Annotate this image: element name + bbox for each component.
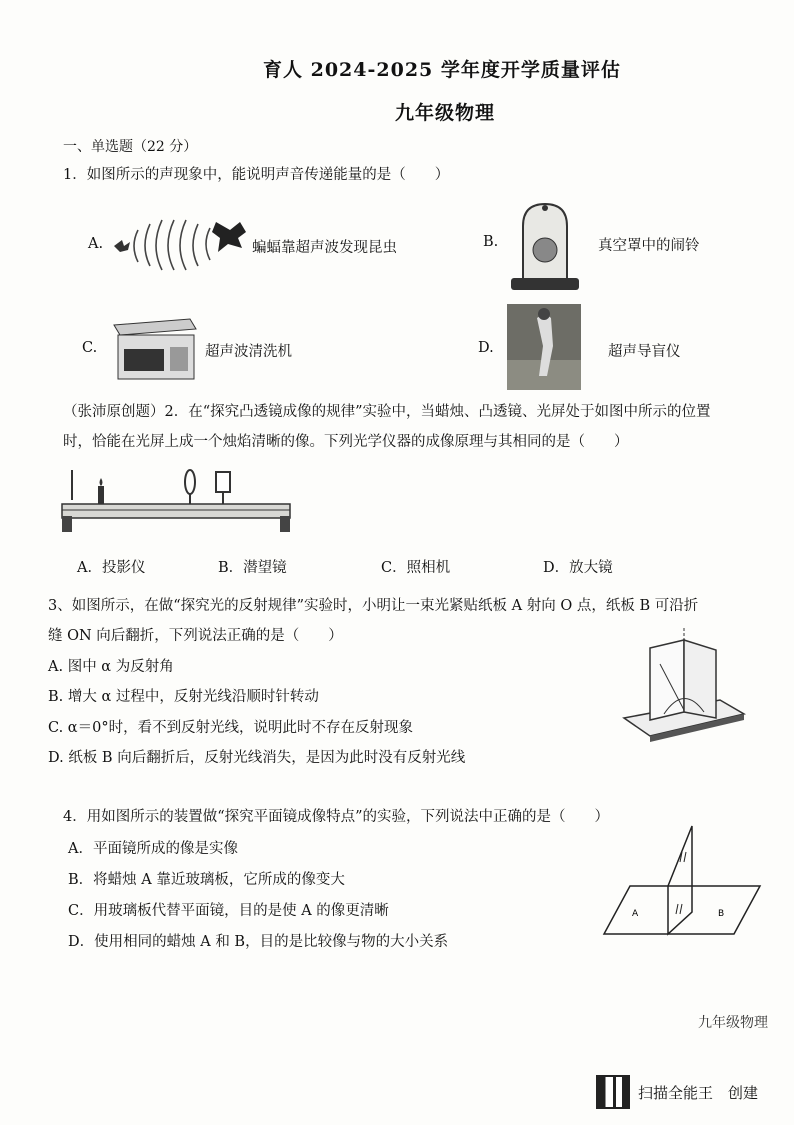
q3-option-d: D. 纸板 B 向后翻折后，反射光线消失，是因为此时没有反射光线 [48,750,466,766]
q1-option-d-letter: D. [478,340,494,356]
q3-option-c: C. α＝0°时，看不到反射光线，说明此时不存在反射现象 [48,720,414,736]
q1-option-b-caption: 真空罩中的闹铃 [598,238,700,254]
q3-option-b: B. 增大 α 过程中，反射光线沿顺时针转动 [48,689,319,705]
page-subtitle: 九年级物理 [395,102,496,124]
figure-label-b: B [718,909,725,919]
q3-option-a: A. 图中 α 为反射角 [48,659,174,675]
q4-option-a: A．平面镜所成的像是实像 [68,841,238,857]
reflection-experiment-figure [620,624,748,752]
q2-stem-line2: 时，恰能在光屏上成一个烛焰清晰的像。下列光学仪器的成像原理与其相同的是（ ） [63,434,629,450]
q2-option-b: B．潜望镜 [218,560,287,576]
q4-option-d: D．使用相同的蜡烛 A 和 B，目的是比较像与物的大小关系 [68,934,449,950]
q2-stem-line1: （张沛原创题）2．在“探究凸透镜成像的规律”实验中，当蜡烛、凸透镜、光屏处于如图中所示的位置 [63,404,711,420]
q4-option-c: C．用玻璃板代替平面镜，目的是使 A 的像更清晰 [68,903,389,919]
q1-stem: 1．如图所示的声现象中，能说明声音传递能量的是（ ） [63,167,450,183]
figure-label-a: A [632,909,639,919]
q1-option-d-caption: 超声导盲仪 [608,344,681,360]
qr-code-icon [596,1075,630,1109]
q1-option-b-letter: B. [483,234,499,250]
q1-option-a-letter: A. [88,236,104,252]
q3-stem-line1: 3、如图所示，在做“探究光的反射规律”实验时，小明让一束光紧贴纸板 A 射向 O 点，纸板 B 可沿折 [48,598,699,614]
scanner-watermark: 扫描全能王 创建 [638,1084,759,1102]
optical-bench-figure [58,466,294,536]
vacuum-bell-figure [509,200,581,292]
ultrasonic-cleaner-figure [110,315,200,385]
q1-option-c-letter: C. [82,340,98,356]
q2-option-c: C．照相机 [381,560,451,576]
section-heading: 一、单选题（22 分） [63,139,198,155]
plane-mirror-figure [600,822,766,942]
q2-option-a: A．投影仪 [77,560,146,576]
q1-option-c-caption: 超声波清洗机 [205,344,292,360]
q4-option-b: B．将蜡烛 A 靠近玻璃板，它所成的像变大 [68,872,345,888]
q4-stem: 4．用如图所示的装置做“探究平面镜成像特点”的实验，下列说法中正确的是（ ） [63,809,610,825]
q3-stem-line2: 缝 ON 向后翻折，下列说法正确的是（ ） [48,628,343,644]
blind-guide-figure [507,304,581,390]
page-title: 育人 2024-2025 学年度开学质量评估 [263,59,621,81]
q1-option-a-caption: 蝙蝠靠超声波发现昆虫 [252,240,397,256]
bat-insect-figure [110,210,252,272]
q2-option-d: D．放大镜 [543,560,613,576]
page-label: 九年级物理 [698,1015,768,1031]
